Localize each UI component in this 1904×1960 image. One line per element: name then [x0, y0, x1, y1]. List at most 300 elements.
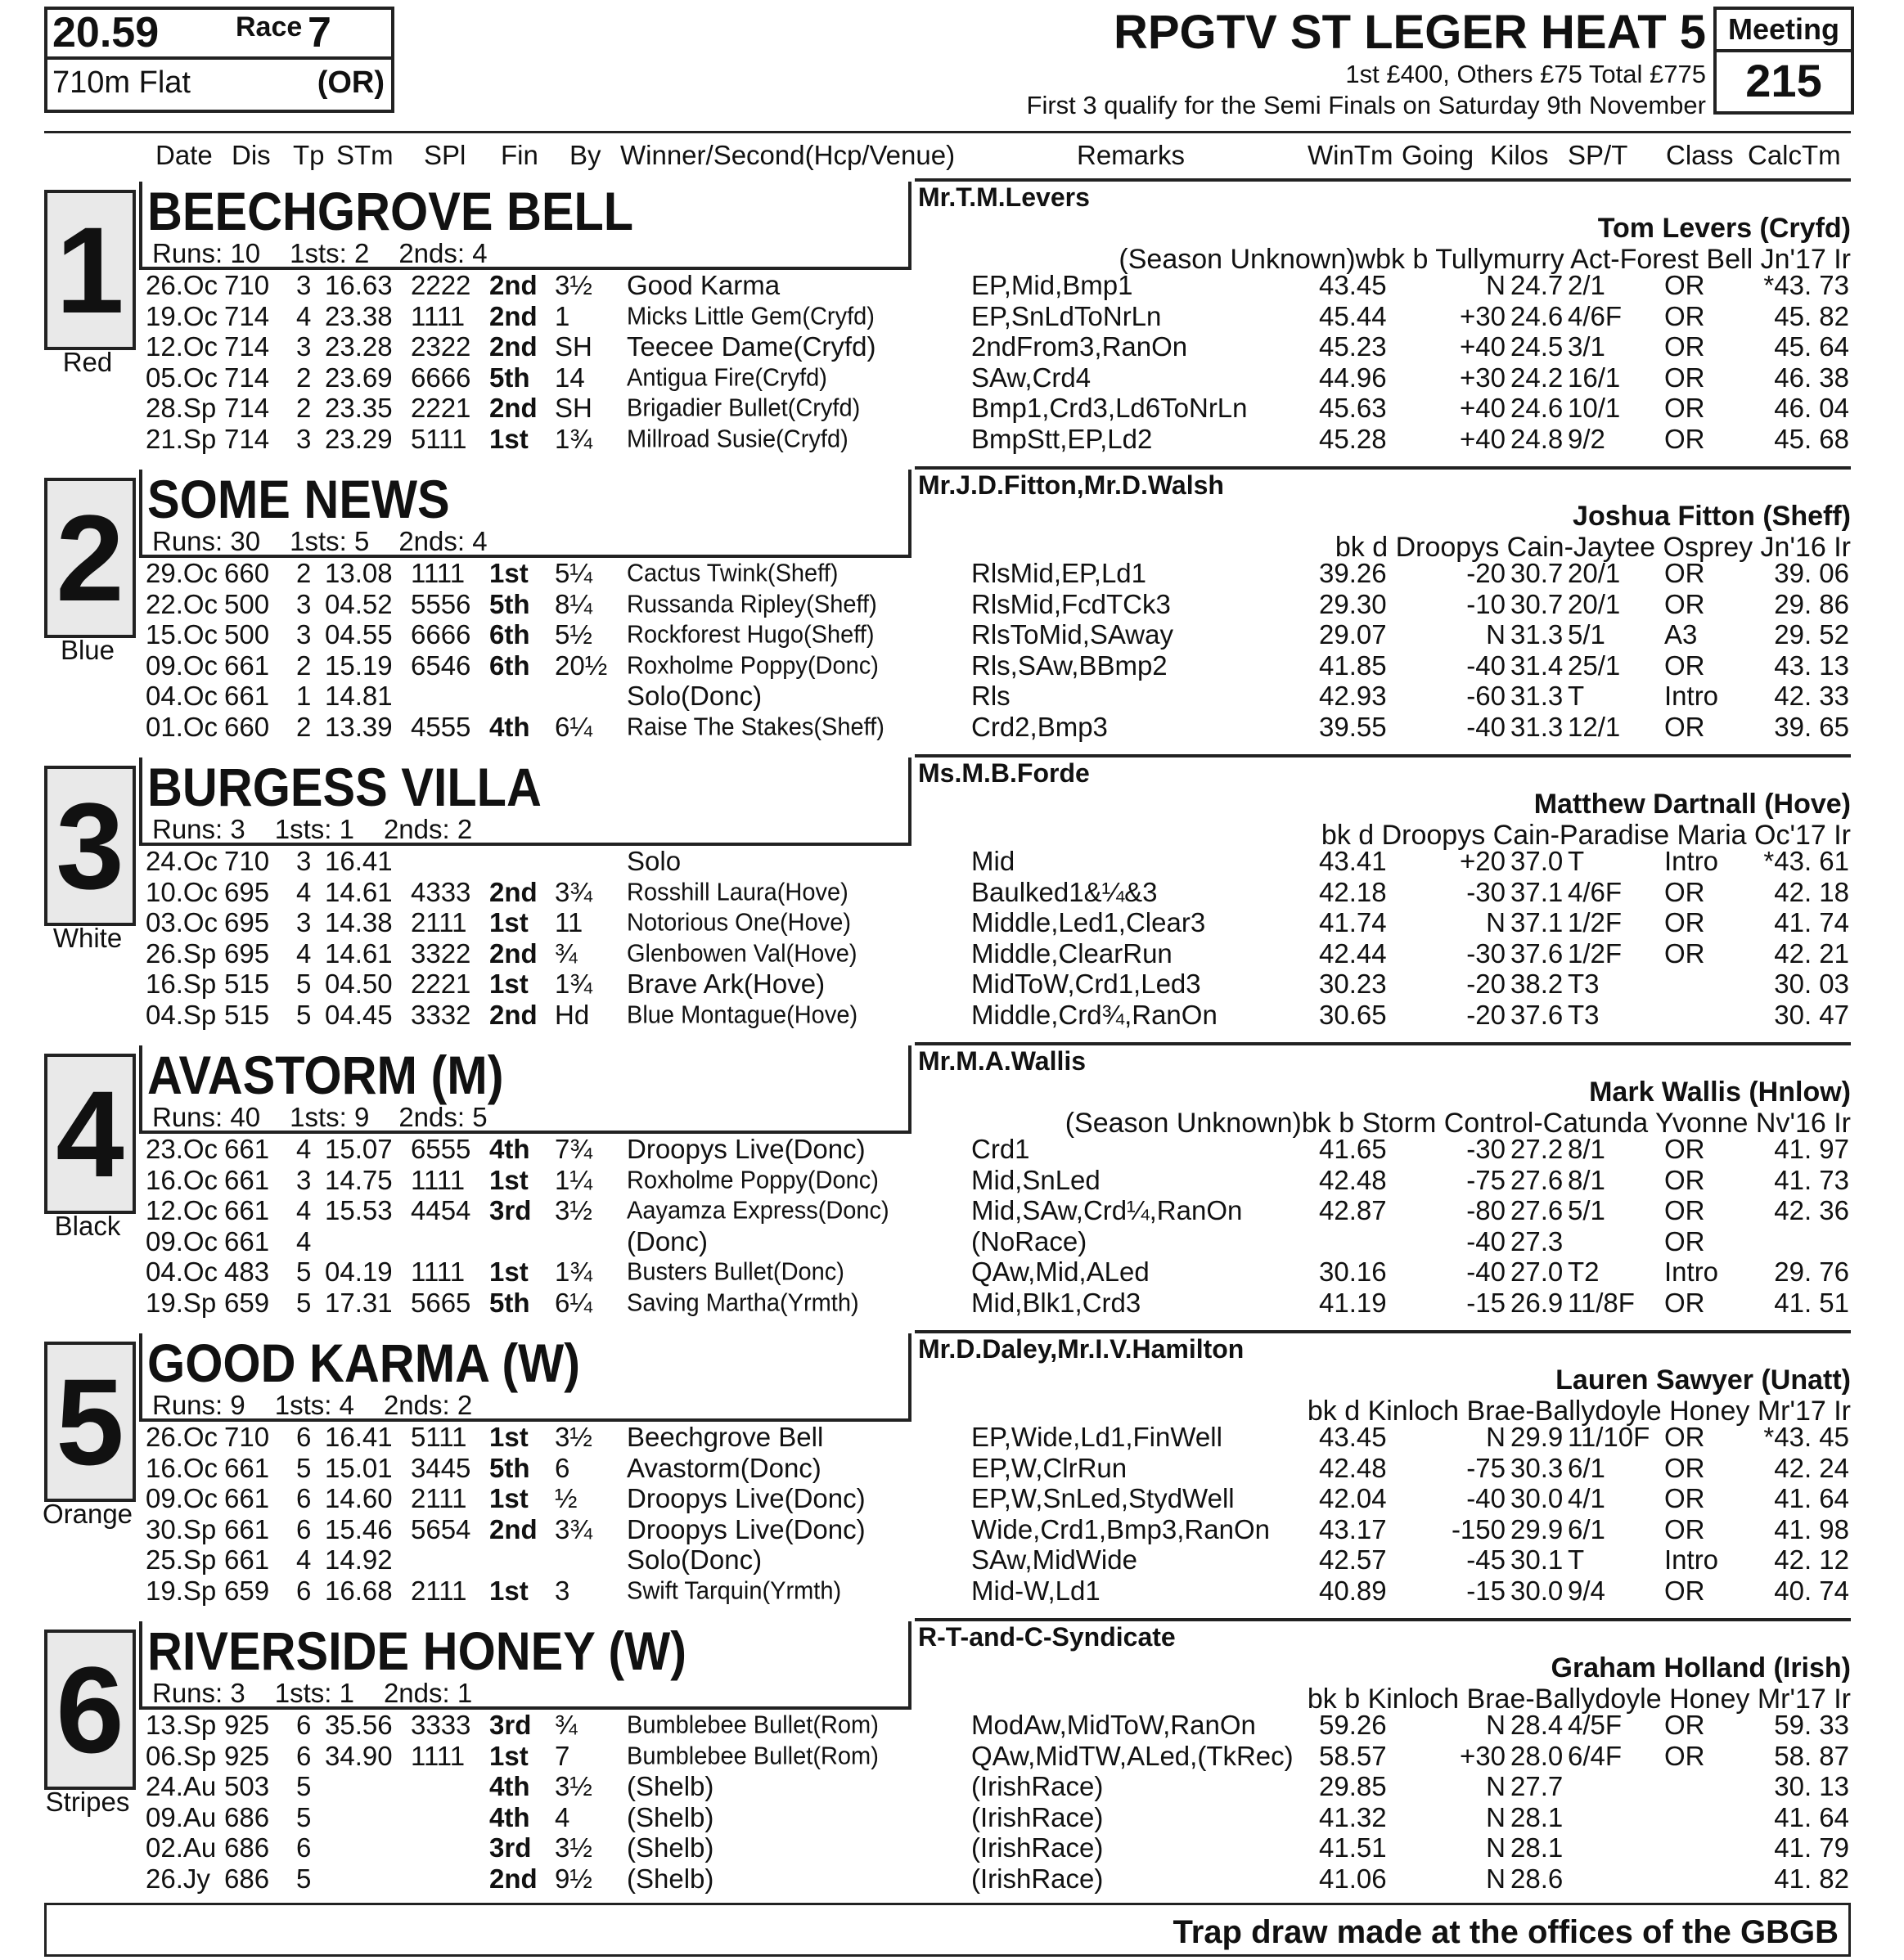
form-weight: 38.2: [1510, 969, 1564, 1000]
form-calc-time: 42. 18: [1774, 876, 1849, 907]
form-distance: 714: [224, 331, 270, 362]
form-remarks: Mid-W,Ld1: [971, 1576, 1101, 1606]
form-calc-time: 30. 03: [1774, 969, 1849, 1000]
form-distance-beaten: Hd: [555, 1000, 590, 1030]
owner: Mr.J.D.Fitton,Mr.D.Walsh: [918, 470, 1224, 500]
form-distance: 710: [224, 270, 270, 300]
form-finish: 4th: [489, 1134, 530, 1164]
form-row: [0, 1453, 1904, 1484]
form-class: OR: [1664, 876, 1705, 907]
form-calc-time: 41. 79: [1774, 1832, 1849, 1863]
dog-name-box: [139, 1045, 911, 1134]
form-remarks: (IrishRace): [971, 1771, 1104, 1802]
form-finish: 1st: [489, 558, 529, 588]
form-date: 21.Sp: [146, 424, 217, 454]
form-class: OR: [1664, 937, 1705, 969]
form-weight: 28.4: [1510, 1710, 1564, 1740]
form-winner-second: Solo(Donc): [627, 1544, 763, 1576]
form-going: -30: [1466, 876, 1506, 907]
form-going: +30: [1460, 362, 1506, 393]
form-distance: 710: [224, 846, 270, 876]
form-trap: 4: [296, 1225, 312, 1256]
race-info-box: [44, 7, 394, 113]
form-split-positions: 4555: [411, 712, 471, 742]
form-starting-price: T: [1568, 846, 1585, 876]
col-dis: Dis: [232, 140, 271, 170]
form-distance-beaten: 3: [555, 1576, 570, 1606]
form-trap: 5: [296, 1863, 312, 1894]
form-going: -75: [1466, 1452, 1506, 1483]
form-starting-price: 4/1: [1568, 1483, 1605, 1514]
dog-name-box: [139, 757, 911, 846]
form-going: -20: [1466, 558, 1506, 588]
form-remarks: 2ndFrom3,RanOn: [971, 331, 1188, 362]
form-winning-time: 39.26: [1319, 558, 1387, 588]
form-distance-beaten: 3½: [555, 1195, 592, 1226]
form-starting-price: 5/1: [1568, 619, 1605, 650]
form-finish: 6th: [489, 650, 530, 681]
form-winning-time: 45.63: [1319, 393, 1387, 424]
form-calc-time: 42. 21: [1774, 937, 1849, 969]
col-wintm: WinTm: [1308, 140, 1393, 170]
form-starting-price: 1/2F: [1568, 937, 1623, 969]
form-sectional-time: 17.31: [325, 1288, 393, 1318]
form-date: 09.Oc: [146, 1225, 218, 1256]
form-distance: 925: [224, 1710, 270, 1740]
form-weight: 30.3: [1510, 1452, 1564, 1483]
form-finish: 2nd: [489, 876, 538, 907]
col-tp: Tp: [293, 140, 325, 170]
form-distance-beaten: 3½: [555, 270, 592, 300]
form-going: -40: [1466, 712, 1506, 742]
form-trap: 5: [296, 969, 312, 1000]
form-winner-second: Bumblebee Bullet(Rom): [627, 1711, 879, 1739]
form-distance-beaten: 1¼: [555, 1164, 592, 1195]
form-row: [0, 1256, 1904, 1288]
form-row: [0, 558, 1904, 589]
form-remarks: (NoRace): [971, 1225, 1087, 1256]
form-trap: 5: [296, 1801, 312, 1832]
form-distance-beaten: 14: [555, 362, 585, 393]
form-going: N: [1486, 270, 1506, 300]
form-winner-second: Brigadier Bullet(Cryfd): [627, 394, 861, 423]
form-sectional-time: 35.56: [325, 1710, 393, 1740]
form-starting-price: 10/1: [1568, 393, 1621, 424]
wins-count: 1sts: 1: [274, 814, 354, 844]
form-calc-time: 41. 73: [1774, 1164, 1849, 1195]
form-winning-time: 41.74: [1319, 907, 1387, 938]
breeding: bk b Kinloch Brae-Ballydoyle Honey Mr'17 Ir: [1307, 1684, 1851, 1715]
form-winner-second: Antigua Fire(Cryfd): [627, 363, 827, 392]
career-stats: [152, 1679, 502, 1708]
form-trap: 5: [296, 1288, 312, 1318]
form-sectional-time: 15.07: [325, 1134, 393, 1164]
form-weight: 27.3: [1510, 1225, 1564, 1256]
form-winning-time: 42.48: [1319, 1452, 1387, 1483]
runs-count: Runs: 9: [152, 1390, 245, 1420]
form-split-positions: 4454: [411, 1195, 471, 1226]
form-distance-beaten: 3½: [555, 1422, 592, 1452]
col-date: Date: [155, 140, 213, 170]
form-trap: 4: [296, 1134, 312, 1164]
form-distance: 714: [224, 393, 270, 424]
runs-count: Runs: 3: [152, 814, 245, 844]
form-winner-second: Notorious One(Hove): [627, 909, 851, 937]
form-weight: 28.1: [1510, 1801, 1564, 1832]
form-distance-beaten: 11: [555, 907, 583, 938]
form-class: OR: [1664, 1483, 1705, 1514]
form-remarks: MidToW,Crd1,Led3: [971, 969, 1201, 1000]
form-sectional-time: 15.46: [325, 1513, 393, 1544]
form-going: -60: [1466, 681, 1506, 712]
form-remarks: ModAw,MidToW,RanOn: [971, 1710, 1256, 1740]
form-row: [0, 681, 1904, 712]
form-split-positions: 2322: [411, 331, 471, 362]
form-distance: 661: [224, 681, 270, 712]
form-distance: 659: [224, 1576, 270, 1606]
form-winner-second: Roxholme Poppy(Donc): [627, 1166, 879, 1194]
form-winning-time: 41.06: [1319, 1863, 1387, 1894]
form-distance: 483: [224, 1256, 270, 1288]
form-remarks: Middle,ClearRun: [971, 937, 1173, 969]
form-starting-price: 16/1: [1568, 362, 1621, 393]
form-winning-time: 42.93: [1319, 681, 1387, 712]
form-distance: 686: [224, 1801, 270, 1832]
form-calc-time: 46. 04: [1774, 393, 1849, 424]
runner-block: [0, 466, 1904, 754]
form-remarks: EP,W,ClrRun: [971, 1452, 1128, 1483]
form-finish: 1st: [489, 1256, 529, 1288]
form-class: OR: [1664, 362, 1705, 393]
career-stats: [152, 815, 502, 844]
form-going: N: [1486, 1801, 1506, 1832]
form-distance: 925: [224, 1740, 270, 1771]
form-trap: 5: [296, 1000, 312, 1030]
form-distance-beaten: 9½: [555, 1863, 592, 1894]
form-sectional-time: 14.75: [325, 1164, 393, 1195]
trap-number: 3: [56, 777, 124, 915]
col-remarks: Remarks: [1077, 140, 1186, 170]
form-split-positions: 5111: [411, 424, 467, 454]
form-row: [0, 1802, 1904, 1833]
form-weight: 37.0: [1510, 846, 1564, 876]
form-sectional-time: 23.35: [325, 393, 393, 424]
form-distance: 503: [224, 1771, 270, 1802]
form-winner-second: Droopys Live(Donc): [627, 1513, 866, 1544]
form-row: [0, 1710, 1904, 1741]
trap-number: 4: [56, 1065, 124, 1203]
form-starting-price: 8/1: [1568, 1134, 1605, 1164]
form-trap: 6: [296, 1710, 312, 1740]
form-sectional-time: 14.61: [325, 937, 393, 969]
form-going: -45: [1466, 1544, 1506, 1576]
form-winning-time: 41.85: [1319, 650, 1387, 681]
trainer: Mark Wallis (Hnlow): [1589, 1077, 1851, 1108]
form-calc-time: 45. 68: [1774, 424, 1849, 454]
form-class: OR: [1664, 1513, 1705, 1544]
form-distance: 686: [224, 1832, 270, 1863]
form-date: 09.Oc: [146, 650, 218, 681]
form-weight: 24.8: [1510, 424, 1564, 454]
wins-count: 1sts: 5: [290, 526, 370, 556]
form-calc-time: 41. 98: [1774, 1513, 1849, 1544]
form-finish: 2nd: [489, 1863, 538, 1894]
form-class: OR: [1664, 1710, 1705, 1740]
form-trap: 6: [296, 1422, 312, 1452]
form-winning-time: 43.45: [1319, 270, 1387, 300]
form-winning-time: 41.51: [1319, 1832, 1387, 1863]
form-date: 12.Oc: [146, 1195, 218, 1226]
form-going: -40: [1466, 1483, 1506, 1514]
form-distance-beaten: 7: [555, 1740, 570, 1771]
form-row: [0, 301, 1904, 332]
form-row: [0, 589, 1904, 620]
form-winner-second: Roxholme Poppy(Donc): [627, 651, 879, 680]
dog-name-box: [139, 1621, 911, 1710]
form-calc-time: 29. 52: [1774, 619, 1849, 650]
form-distance: 661: [224, 1164, 270, 1195]
form-going: -150: [1451, 1513, 1506, 1544]
form-split-positions: 6546: [411, 650, 471, 681]
form-remarks: Crd2,Bmp3: [971, 712, 1108, 742]
form-row: [0, 1000, 1904, 1031]
wins-count: 1sts: 9: [290, 1102, 370, 1132]
form-distance: 661: [224, 1195, 270, 1226]
form-distance: 661: [224, 1544, 270, 1576]
form-weight: 28.0: [1510, 1740, 1564, 1771]
career-stats: [152, 527, 517, 556]
form-distance-beaten: ½: [555, 1483, 578, 1514]
form-going: N: [1486, 1863, 1506, 1894]
form-winning-time: 29.30: [1319, 588, 1387, 619]
trainer: Tom Levers (Cryfd): [1597, 213, 1851, 244]
form-row: [0, 1771, 1904, 1802]
form-class: OR: [1664, 588, 1705, 619]
form-finish: 6th: [489, 619, 530, 650]
form-weight: 37.6: [1510, 1000, 1564, 1030]
form-finish: 5th: [489, 362, 530, 393]
runner-divider: [915, 1330, 1851, 1333]
form-calc-time: 45. 82: [1774, 300, 1849, 331]
meeting-label: Meeting: [1717, 10, 1851, 52]
form-remarks: EP,Mid,Bmp1: [971, 270, 1133, 300]
form-split-positions: 1111: [411, 1164, 466, 1195]
form-row: [0, 1288, 1904, 1319]
form-date: 29.Oc: [146, 558, 218, 588]
form-trap: 2: [296, 650, 312, 681]
form-sectional-time: 23.38: [325, 300, 393, 331]
form-row: [0, 1863, 1904, 1895]
form-weight: 31.3: [1510, 681, 1564, 712]
form-winner-second: (Shelb): [627, 1863, 714, 1894]
form-winner-second: Teecee Dame(Cryfd): [627, 331, 876, 362]
form-calc-time: 42. 36: [1774, 1195, 1849, 1226]
form-winning-time: 59.26: [1319, 1710, 1387, 1740]
form-finish: 2nd: [489, 937, 538, 969]
form-distance: 500: [224, 619, 270, 650]
runner-divider: [915, 466, 1851, 470]
form-calc-time: 41. 82: [1774, 1863, 1849, 1894]
form-weight: 37.1: [1510, 907, 1564, 938]
form-distance: 661: [224, 1513, 270, 1544]
race-prize: 1st £400, Others £75 Total £775: [1345, 60, 1706, 88]
form-starting-price: T: [1568, 1544, 1585, 1576]
form-trap: 2: [296, 712, 312, 742]
form-trap: 5: [296, 1256, 312, 1288]
form-class: OR: [1664, 650, 1705, 681]
form-calc-time: 46. 38: [1774, 362, 1849, 393]
form-row: [0, 424, 1904, 455]
form-weight: 29.9: [1510, 1513, 1564, 1544]
form-going: N: [1486, 1710, 1506, 1740]
form-going: N: [1486, 907, 1506, 938]
form-weight: 24.2: [1510, 362, 1564, 393]
form-distance: 660: [224, 712, 270, 742]
form-date: 16.Oc: [146, 1164, 218, 1195]
form-remarks: Baulked1&¼&3: [971, 876, 1158, 907]
form-distance-beaten: 6: [555, 1452, 570, 1483]
race-label: Race: [236, 11, 303, 43]
form-weight: 28.1: [1510, 1832, 1564, 1863]
form-class: OR: [1664, 1288, 1705, 1318]
form-winning-time: 42.04: [1319, 1483, 1387, 1514]
form-trap: 4: [296, 1544, 312, 1576]
form-winner-second: Glenbowen Val(Hove): [627, 939, 857, 968]
owner: Mr.M.A.Wallis: [918, 1046, 1087, 1076]
form-calc-time: 45. 64: [1774, 331, 1849, 362]
form-remarks: (IrishRace): [971, 1832, 1104, 1863]
form-going: +40: [1460, 393, 1506, 424]
form-starting-price: 20/1: [1568, 558, 1621, 588]
form-row: [0, 1483, 1904, 1514]
form-row: [0, 1195, 1904, 1226]
form-calc-time: 58. 87: [1774, 1740, 1849, 1771]
form-sectional-time: 15.53: [325, 1195, 393, 1226]
form-going: -40: [1466, 1256, 1506, 1288]
form-trap: 3: [296, 331, 312, 362]
form-row: [0, 938, 1904, 969]
form-row: [0, 362, 1904, 393]
form-going: N: [1486, 1832, 1506, 1863]
form-distance-beaten: 6¼: [555, 712, 592, 742]
form-finish: 1st: [489, 969, 529, 1000]
form-finish: 3rd: [489, 1832, 532, 1863]
form-going: N: [1486, 619, 1506, 650]
form-calc-time: 42. 24: [1774, 1452, 1849, 1483]
form-sectional-time: 04.45: [325, 1000, 393, 1030]
form-winner-second: (Shelb): [627, 1771, 714, 1802]
dog-name: AVASTORM (M): [147, 1045, 504, 1105]
form-sectional-time: 14.60: [325, 1483, 393, 1514]
form-distance: 661: [224, 1452, 270, 1483]
form-weight: 27.0: [1510, 1256, 1564, 1288]
form-calc-time: 41. 97: [1774, 1134, 1849, 1164]
form-trap: 2: [296, 362, 312, 393]
form-row: [0, 393, 1904, 424]
form-trap: 6: [296, 1576, 312, 1606]
form-trap: 6: [296, 1832, 312, 1863]
race-qualification: First 3 qualify for the Semi Finals on Saturday 9th November: [1026, 91, 1706, 119]
runner-block: [0, 1330, 1904, 1618]
form-calc-time: 41. 64: [1774, 1483, 1849, 1514]
col-sp: SP/T: [1568, 140, 1628, 170]
form-calc-time: 30. 13: [1774, 1771, 1849, 1802]
form-sectional-time: 13.39: [325, 712, 393, 742]
dog-name: BEECHGROVE BELL: [147, 181, 634, 241]
runs-count: Runs: 3: [152, 1678, 245, 1708]
form-calc-time: *43. 61: [1763, 846, 1849, 876]
runner-block: [0, 754, 1904, 1042]
form-date: 06.Sp: [146, 1740, 217, 1771]
form-sectional-time: 13.08: [325, 558, 393, 588]
form-winning-time: 39.55: [1319, 712, 1387, 742]
form-class: OR: [1664, 300, 1705, 331]
trap-colour: White: [52, 923, 123, 953]
runner-divider: [915, 754, 1851, 757]
form-sectional-time: 16.41: [325, 1422, 393, 1452]
form-going: +40: [1460, 424, 1506, 454]
runs-count: Runs: 30: [152, 526, 261, 556]
form-date: 30.Sp: [146, 1513, 217, 1544]
form-starting-price: 9/2: [1568, 424, 1605, 454]
form-starting-price: 12/1: [1568, 712, 1621, 742]
form-finish: 2nd: [489, 331, 538, 362]
form-starting-price: 8/1: [1568, 1164, 1605, 1195]
form-distance-beaten: ¾: [555, 937, 578, 969]
form-starting-price: T3: [1568, 1000, 1600, 1030]
form-distance-beaten: 3¾: [555, 876, 592, 907]
form-split-positions: 5111: [411, 1422, 467, 1452]
form-winning-time: 40.89: [1319, 1576, 1387, 1606]
form-trap: 3: [296, 619, 312, 650]
career-stats: [152, 1391, 502, 1420]
form-winner-second: Avastorm(Donc): [627, 1452, 821, 1483]
meeting-number: 215: [1745, 55, 1822, 106]
form-starting-price: 20/1: [1568, 588, 1621, 619]
form-winning-time: 43.41: [1319, 846, 1387, 876]
form-trap: 4: [296, 937, 312, 969]
form-split-positions: 3332: [411, 1000, 471, 1030]
col-going: Going: [1402, 140, 1474, 170]
owner: R-T-and-C-Syndicate: [918, 1622, 1176, 1652]
form-class: OR: [1664, 1225, 1705, 1256]
form-date: 16.Sp: [146, 969, 217, 1000]
form-going: +30: [1460, 1740, 1506, 1771]
form-date: 09.Oc: [146, 1483, 218, 1514]
form-row: [0, 1544, 1904, 1576]
form-sectional-time: 23.69: [325, 362, 393, 393]
form-starting-price: 25/1: [1568, 650, 1621, 681]
form-calc-time: 43. 13: [1774, 650, 1849, 681]
form-winning-time: 45.44: [1319, 300, 1387, 331]
col-stm: STm: [336, 140, 394, 170]
form-date: 09.Au: [146, 1801, 217, 1832]
form-going: -30: [1466, 1134, 1506, 1164]
owner: Mr.T.M.Levers: [918, 182, 1090, 212]
form-distance-beaten: SH: [555, 331, 592, 362]
form-split-positions: 1111: [411, 1256, 466, 1288]
form-date: 24.Oc: [146, 846, 218, 876]
footer-note: Trap draw made at the offices of the GBGB: [1173, 1914, 1839, 1950]
col-kilos: Kilos: [1490, 140, 1549, 170]
form-trap: 2: [296, 558, 312, 588]
trap-colour: Red: [62, 347, 113, 377]
form-distance: 695: [224, 876, 270, 907]
dog-name-box: [139, 470, 911, 558]
trainer: Graham Holland (Irish): [1551, 1652, 1851, 1684]
form-class: OR: [1664, 1134, 1705, 1164]
form-winner-second: Cactus Twink(Sheff): [627, 560, 839, 587]
